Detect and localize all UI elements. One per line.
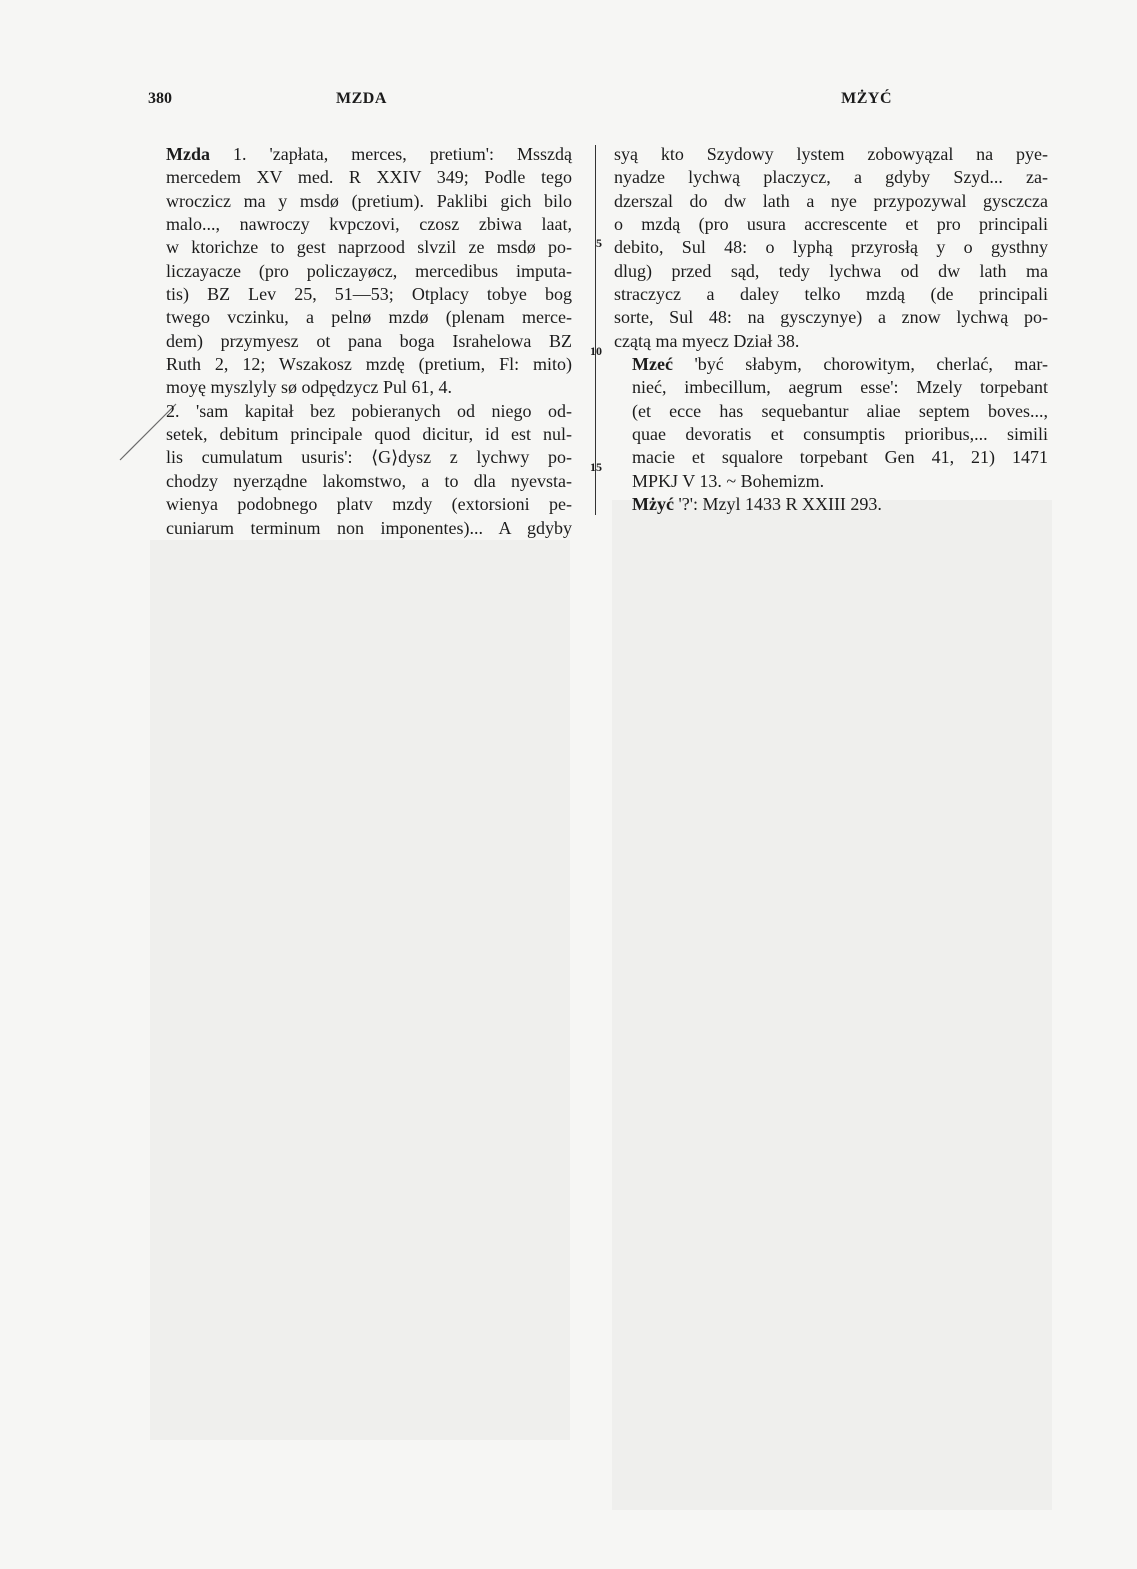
text-line: straczycz a daley telko mzdą (de principali [614,284,1048,305]
text-line: dzerszal do dw lath a nye przypozywal gysczcza [614,190,1048,211]
text-line: w ktorichze to gest naprzood slvzil ze msdø po- [166,237,572,258]
text-line: quae devoratis et consumptis prioribus,... simili [632,424,1048,445]
text-line: tis) BZ Lev 25, 51—53; Otplacy tobye bog [166,284,572,305]
text-line: debito, Sul 48: o lyphą przyrosłą y o gysthny [614,237,1048,258]
text-line: nyadze lychwą placzycz, a gdyby Szyd... za- [614,167,1048,188]
text-line: liczayacze (pro policzayøcz, mercedibus imputa- [166,260,572,281]
text-line: malo..., nawroczy kvpczovi, czosz zbiwa laat, [166,214,572,235]
text-line: moyę myszlyly sø odpędzycz Pul 61, 4. [166,377,452,398]
text-line: MPKJ V 13. ~ Bohemizm. [632,470,825,491]
text-line: Mzeć 'być słabym, chorowitym, cherlać, mar- [632,354,1048,375]
text-line: Mżyć '?': Mzyl 1433 R XXIII 293. [632,494,882,515]
text-line: sorte, Sul 48: na gysczynye) a znow lychwą po- [614,307,1048,328]
entry-mzec [614,353,1048,493]
text-line: twego vczinku, a pelnø mzdø (plenam merce- [166,307,572,328]
text-line: wroczicz ma y msdø (pretium). Paklibi gich bilo [166,190,572,211]
text-line: nieć, imbecillum, aegrum esse': Mzely torpebant [632,377,1048,398]
entry-mzyc [614,493,1048,516]
headword: Mzeć [632,354,673,375]
text-line: o mzdą (pro usura accrescente et pro principali [614,214,1048,235]
text-line: Mzda 1. 'zapłata, merces, pretium': Msszdą [166,144,572,164]
text-line: macie et squalore torpebant Gen 41, 21) 1471 [632,447,1048,468]
text-line: setek, debitum principale quod dicitur, id est nul- [166,424,572,445]
text-line: dlug) przed sąd, tedy lychwa od dw lath ma [614,260,1048,281]
entry-mzda-sense-1 [148,143,572,400]
text-line: 2. 'sam kapitał bez pobieranych od niego od- [166,400,572,421]
left-guide-word: MZDA [336,90,387,107]
text-line: czątą ma myecz Dział 38. [614,330,800,351]
right-guide-word: MŻYĆ [841,90,892,107]
entry-mzda-sense-2 [148,400,572,540]
line-number-15: 15 [590,460,602,474]
text-line: cuniarum terminum non imponentes)... A gdyby [166,517,572,538]
text-line: dem) przymyesz ot pana boga Israhelowa BZ [166,330,572,351]
text-line: lis cumulatum usuris': ⟨G⟩dysz z lychwy po- [166,447,572,468]
line-number-5: 5 [596,236,602,250]
left-column [148,143,572,540]
text-line: mercedem XV med. R XXIV 349; Podle tego [166,167,572,188]
right-column [614,143,1048,517]
text-line: syą kto Szydowy lystem zobowyązal na pye- [614,144,1048,164]
page-number: 380 [148,90,172,107]
headword: Mżyć [632,494,674,515]
text-line: chodzy nyerządne lakomstwo, a to dla nyevsta- [166,470,572,491]
line-number-10: 10 [590,344,602,358]
text-line: wienya podobnego platv mzdy (extorsioni pe- [166,494,572,515]
running-header [148,90,892,112]
text-line: (et ecce has sequebantur aliae septem boves..., [632,400,1048,421]
entry-mzda-continuation [614,143,1048,353]
headword: Mzda [166,144,210,164]
text-line: Ruth 2, 12; Wszakosz mzdę (pretium, Fl: mito) [166,354,572,375]
